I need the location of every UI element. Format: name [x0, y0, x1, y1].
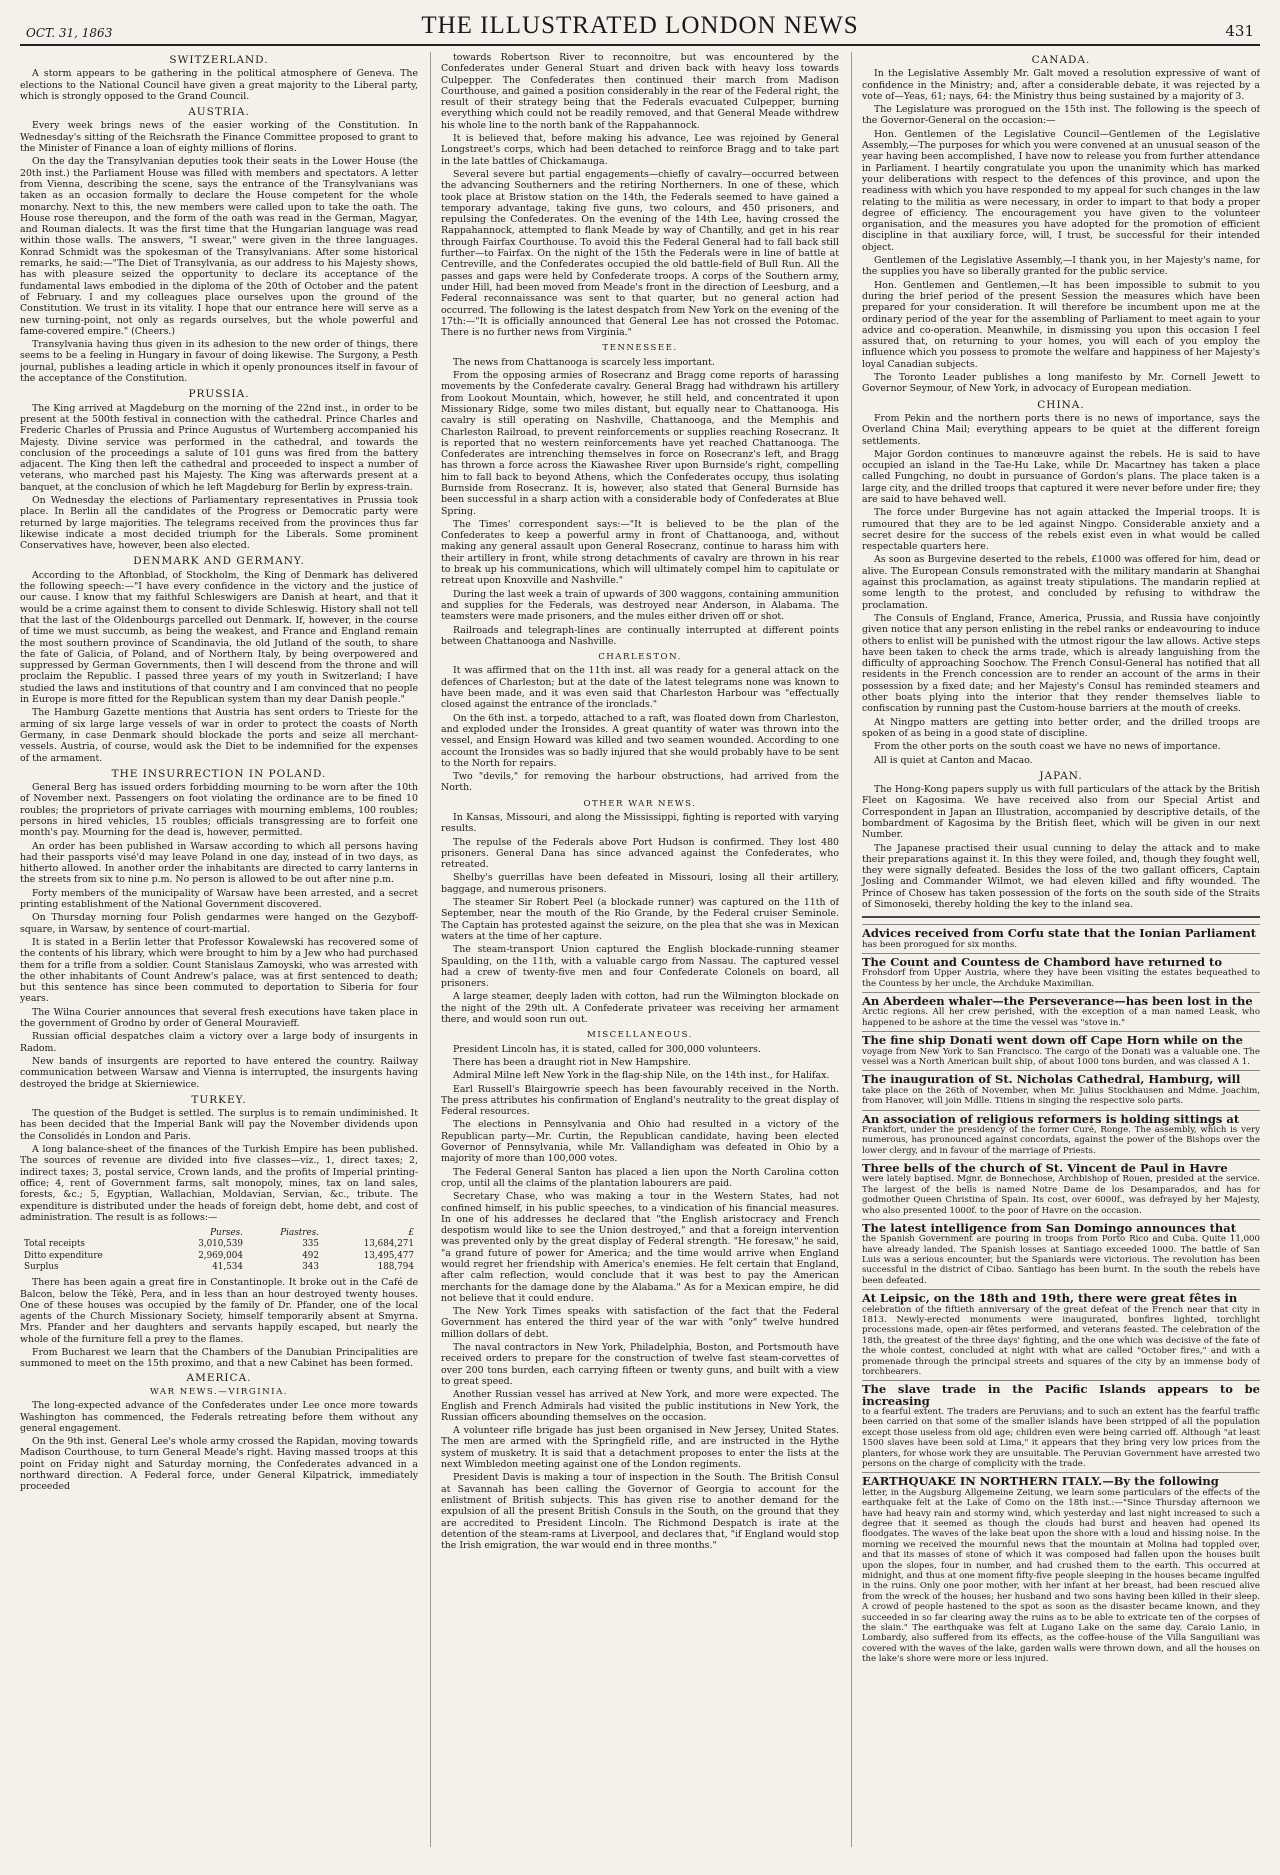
article-section: [20, 55, 418, 102]
column-right: [851, 52, 1260, 1847]
news-brief: [862, 924, 1260, 950]
article-paragraph: From the other ports on the south coast we have no news of importance.: [874, 741, 1221, 753]
section-title: AUSTRIA.: [188, 106, 250, 119]
news-brief: [862, 1070, 1260, 1106]
article-paragraph: The elections in Pennsylvania and Ohio had resulted in a victory of the Republican party—Mr. Curtin, the Republican candidate, having been elected Governor of Pennsylvania, while Mr. Vallandigham was defeated in Ohio by a majority of more than 100,000 votes.: [441, 1119, 839, 1165]
article-paragraph: A long balance-sheet of the finances of the Turkish Empire has been published. The sources of revenue are divided into five classes—viz., 1, direct taxes; 2, indirect taxes; 3, postal service, Crown lands, and the profits of Imperial printing-office; 4, rent of Government farms, salt monopoly, mines, tax on land sales, forests, &c.; 5, Egyptian, Wallachian, Moldavian, Servian, &c., tribute. The expenditure is distributed under the heads of foreign debt, home debt, and cost of administration. The result is as follows:—: [20, 1144, 418, 1223]
article-paragraph: As soon as Burgevine deserted to the rebels, £1000 was offered for him, dead or alive. The European Consuls remonstrated with the military mandarin at Shanghai against this proclamation, as against treaty stipulations. The mandarin replied at some length to the protest, and concluded by refusing to withdraw the proclamation.: [862, 554, 1260, 611]
brief-body: Arctic regions. All her crew perished, with the exception of a man named Leask, who happened to be ashore at the time the vessel was "stove in.": [862, 1007, 1260, 1028]
finance-cell: Total receipts: [24, 1239, 85, 1250]
brief-lead: An Aberdeen whaler—the Perseverance—has been lost in the: [862, 994, 1253, 1009]
columns: [20, 52, 1260, 1847]
brief-lead: The inauguration of St. Nicholas Cathedral, Hamburg, will: [862, 1072, 1241, 1087]
news-brief: [862, 953, 1260, 989]
issue-date: OCT. 31, 1863: [26, 26, 113, 40]
brief-body: the Spanish Government are pouring in troops from Porto Rico and Cuba. Quite 11,000 have already landed. The Spanish losses at Santiago exceeded 1000. The battle of San Luis was a serious encounter, but the Spaniards were victorious. The revolution has been successful in the district of Cibao. Santiago has been burnt. In the south the rebels have been defeated.: [862, 1234, 1260, 1286]
brief-lead: The fine ship Donati went down off Cape Horn while on the: [862, 1033, 1243, 1048]
article-paragraph: On Wednesday the elections of Parliamentary representatives in Prussia took place. In Berlin all the candidates of the Progress or Democratic party were returned by large majorities. The telegrams received from the provinces thus far likewise indicate a most decided triumph for the Liberals. Some prominent Conservatives have, however, been also elected.: [20, 494, 418, 552]
article-paragraph: The Hong-Kong papers supply us with full particulars of the attack by the British Fleet on Kagosima. We have received also from our Special Artist and Correspondent in Japan an Illustration, accompanied by descriptive details, of the bombardment of Kagosima by the British fleet, which will be given in our next Number.: [862, 784, 1260, 841]
article-paragraph: New bands of insurgents are reported to have entered the country. Railway communication between Warsaw and Vienna is interrupted, the insurgents having destroyed the bridge at Skierniewice.: [20, 1055, 418, 1090]
section-title: JAPAN.: [1039, 769, 1083, 782]
article-paragraph: The Japanese practised their usual cunning to delay the attack and to make their preparations against it. In this they were foiled, and, though they fought well, they were signally defeated. Besides the loss of the two gallant officers, Captain Josling and Commander Wilmot, we had eleven killed and fifty wounded. The Prince of Chosew has taken possession of the forts on the south side of the Straits of Simonoseki, thereby holding the key to the inland sea.: [862, 842, 1260, 911]
article-section: [441, 52, 839, 338]
news-brief: [862, 1219, 1260, 1286]
article-paragraph: Russian official despatches claim a victory over a large body of insurgents in Radom.: [20, 1031, 418, 1054]
article-paragraph: The naval contractors in New York, Philadelphia, Boston, and Portsmouth have received orders to prepare for the construction of twelve fast steam-corvettes of over 200 tons burden, each carrying fifteen or twenty guns, and built with a view to great speed.: [441, 1342, 839, 1387]
article-section: [441, 799, 839, 1026]
article-paragraph: General Berg has issued orders forbidding mourning to be worn after the 10th of November next. Passengers on foot violating the ordinance are to be fined 10 roubles; the proprietors of private carriages with mourning emblems, 100 roubles; persons in hired vehicles, 15 roubles; officials transgressing are to forfeit one month's pay. Mourning for the dead is, however, permitted.: [20, 782, 418, 839]
article-paragraph: On the day the Transylvanian deputies took their seats in the Lower House (the 20th inst.) the Parliament House was filled with members and spectators. A letter from Vienna, describing the scene, says the entrance of the Transylvanians was taken as an occasion formally to declare the House competent for the whole monarchy. Next to this, the new members were called upon to take the oath. The House rose thereupon, and the form of the oath was read in the German, Magyar, and Rouman dialects. It was the first time that the Hungarian language was read within those walls. The answers, "I swear," were given in the three languages. Konrad Schmidt was the spokesman of the Transylvanians. After some historical remarks, he said:—"The Diet of Transylvania, as our address to his Majesty shows, has with pleasure seized the opportunity to declare its acceptance of the fundamental laws embodied in the diploma of the 20th of October and the patent of February. I and my colleagues place ourselves upon the ground of the Constitution. We trust in its vitality. I hope that our entrance here will serve as a new turning-point, not only as regards ourselves, but the whole powerful and fame-covered empire." (Cheers.): [20, 156, 418, 337]
article-paragraph: Two "devils," for removing the harbour obstructions, had arrived from the North.: [441, 771, 839, 794]
article-paragraph: The question of the Budget is settled. The surplus is to remain undiminished. It has been decided that the Imperial Bank will pay the November dividends upon the Consolidés in London and Paris.: [20, 1108, 418, 1142]
column-left: [20, 52, 418, 1847]
article-paragraph: At Ningpo matters are getting into better order, and the drilled troops are spoken of as being in a good state of discipline.: [862, 716, 1260, 739]
article-paragraph: The long-expected advance of the Confederates under Lee once more towards Washington has commenced, the Federals retreating before them without any general engagement.: [20, 1400, 418, 1434]
finance-cell: Surplus: [24, 1261, 59, 1272]
article-paragraph: On the 6th inst. a torpedo, attached to a raft, was floated down from Charleston, and exploded under the Ironsides. A great quantity of water was thrown into the vessel, and Ensign Howard was killed and two seamen wounded. According to one account the Ironsides was so badly injured that she would probably have to be sent to the North for repairs.: [441, 712, 839, 769]
column-middle: [430, 52, 839, 1847]
article-paragraph: The King arrived at Magdeburg on the morning of the 22nd inst., in order to be present at the 500th festival in connection with the cathedral. Prince Charles and Frederic Charles of Prussia and Prince Augustus of Wurtemberg accompanied his Majesty. Divine service was performed in the cathedral, and towards the conclusion of the proceedings a salute of 101 guns was fired from the battery adjacent. The King then left the cathedral and proceeded to inspect a number of veterans, who marched past his Majesty. The King was afterwards present at a banquet, at the conclusion of which he left Magdeburg for Berlin by express-train.: [20, 402, 418, 493]
section-subtitle: WAR NEWS.—VIRGINIA.: [149, 1386, 289, 1397]
article-paragraph: Several severe but partial engagements—chiefly of cavalry—occurred between the advancing Southerners and the retiring Northerners. In one of these, which took place at Bristow station on the 14th, the Federals seemed to have gained a temporary advantage, taking five guns, two colours, and 450 prisoners, and repulsing the Confederates. On the evening of the 14th Lee, having crossed the Rappahannock, attempted to flank Meade by way of Chantilly, and get in his rear through Fairfax Courthouse. To avoid this the Federal General had to fall back still further—to Fairfax. On the night of the 15th the Federals were in line of battle at Centreville, and the Confederates occupied the old battle-field of Bull Run. All the passes and gaps were held by Confederate troops. A corps of the Southern army, under Hill, had been moved from Meade's front in the direction of Leesburg, and a Federal reconnaissance was sent to that quarter, but no general action had occurred. The following is the latest despatch from New York on the evening of the 17th:—"It is officially announced that General Lee has not crossed the Potomac. There is no further news from Virginia.": [441, 168, 839, 339]
brief-body: letter, in the Augsburg Allgemeine Zeitung, we learn some particulars of the effects of the earthquake felt at the Lake of Como on the 18th inst.:—"Since Thursday afternoon we have had heavy rain and stormy wind, which yesterday and last night increased to such a degree that it seemed as though the clouds had burst and heaven had opened its floodgates. The waves of the lake beat upon the shore with a loud and hissing noise. In the morning we received the mournful news that the mountain at Molina had toppled over, and that its masses of stone of which it was composed had fallen upon the houses built upon the slopes, four in number, and had crushed them to the earth. This occurred at midnight, and thus at one moment fifty-five people sleeping in the houses became ingulfed in the ruins. Only one poor mother, with her infant at her breast, had been rescued alive from the wreck of the houses; her husband and two sons having been killed in their sleep. A crowd of people hastened to the spot as soon as the disaster became known, and they succeeded in so far clearing away the ruins as to be able to extricate ten of the corpses of the slain." The earthquake was felt at Lugano Lake on the same day. Caraio Lanio, in Lombardy, also suffered from its effects, as the coffee-house of the Villa Sanguiliani was covered with the waves of the lake, garden walls were thrown down, and all the houses on the lake's shore were more or less injured.: [862, 1487, 1260, 1665]
section-title: DENMARK AND GERMANY.: [133, 555, 305, 568]
section-title: AMERICA.: [186, 1371, 252, 1384]
section-title: CHINA.: [1037, 398, 1085, 411]
article-paragraph: It is stated in a Berlin letter that Professor Kowalewski has recovered some of the contents of his library, which were brought to him by a Jew who had purchased them for a trifle from a soldier. Count Stanislaus Zamoyski, who was arrested with the other inhabitants of Count Andrew's palace, was at first sentenced to death; but this sentence has since been commuted to deportation to Siberia for four years.: [20, 936, 418, 1005]
page-number: 431: [1225, 22, 1254, 40]
section-title: THE INSURRECTION IN POLAND.: [111, 767, 327, 780]
article-paragraph: The Wilna Courier announces that several fresh executions have taken place in the government of Grodno by order of General Mouravieff.: [20, 1006, 418, 1030]
finance-row: [20, 1262, 418, 1273]
finance-row: [20, 1239, 418, 1250]
article-section: [20, 556, 418, 763]
finance-cell: 41,534: [212, 1261, 243, 1272]
article-paragraph: During the last week a train of upwards of 300 waggons, containing ammunition and supplies for the Federals, was destroyed near Anderson, in Alabama. The teamsters were made prisoners, and the mules either driven off or shot.: [441, 588, 839, 623]
finance-cell: 343: [302, 1261, 319, 1272]
brief-body: Frohsdorf from Upper Austria, where they have been visiting the estates bequeathed to the Countess by her uncle, the Archduke Maximilian.: [862, 968, 1260, 989]
article-section: [862, 55, 1260, 395]
finance-cell: 13,684,271: [363, 1239, 414, 1250]
finance-cell: 188,794: [377, 1261, 414, 1272]
article-section: [20, 769, 418, 1090]
section-divider: [862, 916, 1260, 918]
article-section: [20, 389, 418, 551]
article-section: [862, 771, 1260, 911]
article-section: [862, 400, 1260, 766]
article-section: [20, 1095, 418, 1223]
brief-body: to a fearful extent. The traders are Peruvians; and to such an extent has the fearful traffic been carried on that some of the smaller islands have been stripped of all the population except those useless from old age; children even were being carried off. Although "at least 1500 slaves have been sold at Lima," it appears that they bring very low prices from the planters, for whose work they are unsuitable. The Peruvian Government have arrested two persons on the charge of complicity with the trade.: [862, 1407, 1260, 1470]
article-paragraph: Forty members of the municipality of Warsaw have been arrested, and a secret printing establishment of the National Government discovered.: [20, 887, 418, 911]
finance-header-cell: [20, 1228, 161, 1239]
article-paragraph: From Pekin and the northern ports there is no news of importance, says the Overland China Mail; everything appears to be quiet at the different foreign settlements.: [862, 412, 1260, 447]
section-title: TURKEY.: [191, 1093, 247, 1106]
article-paragraph: A large steamer, deeply laden with cotton, had run the Wilmington blockade on the night of the 29th ult. A Confederate privateer was receiving her armament there, and would soon run out.: [441, 991, 839, 1026]
article-paragraph: According to the Aftonblad, of Stockholm, the King of Denmark has delivered the following speech:—"I have every confidence in the victory and the justice of our cause. I know that my faithful Schleswigers are Danish at heart, and that it would be a crime against them to consent to divide Schleswig. History shall not tell that the last of the Oldenbourgs parcelled out Denmark. If, however, in the course of time we must succumb, as being the weakest, and France and England remain the most southern province of Scandinavia, the old Jutland of the south, to share the fate of Galicia, of Poland, and of Northern Italy, by being overpowered and suppressed by German Governments, then I will descend from the throne and will proclaim the Republic. I passed three years of my youth in Switzerland; I have studied the laws and institutions of that country and I am convinced that no people in Europe is more fitted for the Republican system than my dear Danish people.": [20, 569, 418, 706]
news-brief: [862, 1289, 1260, 1377]
article-paragraph: The Consuls of England, France, America, Prussia, and Russia have conjointly given notice that any person enlisting in the rebel ranks or endeavouring to induce others to enlist will be punished with the utmost rigour the law allows. Active steps have been taken to check the arms trade, which is already languishing from the difficulty of approaching Soochow. The French Consul-General has notified that all residents in the French concession are to render an account of the arms in their possession by a fixed date; and her Majesty's Consul has reminded steamers and other boats plying into the interior that they render themselves liable to confiscation by running past the Custom-house barriers at the mouth of creeks.: [862, 612, 1260, 715]
finance-cell: 492: [302, 1250, 319, 1261]
article-paragraph: The news from Chattanooga is scarcely less important.: [453, 356, 715, 368]
section-title: PRUSSIA.: [188, 388, 250, 401]
article-paragraph: From the opposing armies of Rosecranz and Bragg come reports of harassing movements by the Confederate cavalry. General Bragg had withdrawn his artillery from Lookout Mountain, which, however, he still held, and concentrated it upon Missionary Ridge, some two miles distant, but equally near to Chattanooga. His cavalry is still operating on Nashville, Chattanooga, and the Memphis and Charleston Railroad, to prevent reinforcements or supplies reaching Rosecranz. It is reported that no western reinforcements have yet reached Chattanooga. The Confederates are intrenching themselves in force on Rosecranz's left, and Bragg has thrown a force across the Kiawashee River upon Burnside's right, compelling him to fall back to beyond Athens, which the Confederates occupy, thus isolating Burnside from Rosecranz. It is, however, also stated that General Burnside has been successful in a sharp action with a considerable body of Confederates at Blue Spring.: [441, 370, 839, 517]
article-paragraph: President Davis is making a tour of inspection in the South. The British Consul at Savannah has been calling the Governor of Georgia to account for the enlistment of British subjects. This has given rise to another demand for the expulsion of all the present British Consuls in the South, on the ground that they are accredited to President Lincoln. The Richmond Despatch is irate at the detention of the steam-rams at Liverpool, and declares that, "if England would stop the Irish emigration, the war would end in three months.": [441, 1472, 839, 1552]
article-paragraph: The force under Burgevine has not again attacked the Imperial troops. It is rumoured that they are to be led against Ningpo. Considerable anxiety and a secret desire for the success of the rebels exist even in what would be called respectable quarters here.: [862, 507, 1260, 553]
news-brief: [862, 1110, 1260, 1157]
article-paragraph: All is quiet at Canton and Macao.: [874, 754, 1033, 766]
article-paragraph: From Bucharest we learn that the Chambers of the Danubian Principalities are summoned to meet on the 15th proximo, and that a new Cabinet has been formed.: [20, 1347, 418, 1370]
article-paragraph: The steam-transport Union captured the English blockade-running steamer Spaulding, on the 11th, with a valuable cargo from Nassau. The captured vessel had a crew of twenty-five men and four Confederate Colonels on board, all prisoners.: [441, 944, 839, 990]
article-section: [20, 107, 418, 384]
news-brief: [862, 1031, 1260, 1067]
article-paragraph: Every week brings news of the easier working of the Constitution. In Wednesday's sitting of the Reichsrath the Finance Committee proposed to grant to the Minister of Finance a loan of eighty millions of florins.: [20, 120, 418, 155]
article-paragraph: The repulse of the Federals above Port Hudson is confirmed. They lost 480 prisoners. General Dana has since advanced against the Confederates, who retreated.: [441, 836, 839, 871]
article-paragraph: Major Gordon continues to manœuvre against the rebels. He is said to have occupied an island in the Tae-Hu Lake, while Dr. Macartney has taken a place called Fungching, no doubt in pursuance of Gordon's plans. The place taken is a large city, and the drilled troops that captured it were never before under fire; they are said to have behaved well.: [862, 448, 1260, 505]
brief-lead: The slave trade in the Pacific Islands appears to be increasing: [862, 1382, 1260, 1408]
article-paragraph: President Lincoln has, it is stated, called for 300,000 volunteers.: [453, 1043, 761, 1055]
finance-header-cell: Piastres.: [280, 1228, 319, 1239]
brief-body: has been prorogued for six months.: [862, 939, 1018, 950]
article-paragraph: The Federal General Santon has placed a lien upon the North Carolina cotton crop, until all the claims of the plantation labourers are paid.: [441, 1166, 839, 1189]
article-paragraph: Railroads and telegraph-lines are continually interrupted at different points between Chattanooga and Nashville.: [441, 624, 839, 647]
article-paragraph: Shelby's guerrillas have been defeated in Missouri, losing all their artillery, baggage, and numerous prisoners.: [441, 872, 839, 895]
article-paragraph: On the 9th inst. General Lee's whole army crossed the Rapidan, moving towards Madison Courthouse, to turn General Meade's right. Having massed troops at this point on Friday night and Saturday morning, the Confederates advanced in a northward direction. A Federal force, under General Kilpatrick, immediately proceeded: [20, 1436, 418, 1493]
news-brief: [862, 1472, 1260, 1664]
section-title: CANADA.: [1031, 54, 1091, 66]
finance-row: [20, 1251, 418, 1262]
article-section: [441, 652, 839, 794]
brief-body: were lately baptised. Mgnr. de Bonnechose, Archbishop of Rouen, presided at the service. The largest of the bells is named Notre Dame de los Desamparados, and has for godmother Queen Christina of Spain. Its cost, over 6000f., was defrayed by her Majesty, who also presented 1000f. to the poor of Havre on the occasion.: [862, 1174, 1260, 1216]
newspaper-page: [20, 10, 1260, 1850]
brief-body: take place on the 26th of November, when Mr. Julius Stockhausen and Mdme. Joachim, from Hanover, will join Mdlle. Titiens in singing the respective solo parts.: [862, 1085, 1260, 1107]
article-paragraph: Hon. Gentlemen of the Legislative Council—Gentlemen of the Legislative Assembly,—The purposes for which you were convened at an unusual season of the year having been accomplished, I have now to release you from further attendance in Parliament. I heartily congratulate you upon the unanimity which has marked your deliberations with respect to the defences of this province, and upon the readiness with which you have responded to my appeal for such changes in the law relating to the militia as were necessary, in order to impart to that body a proper degree of efficiency. The encouragement you have given to the volunteer organisation, and the measures you have adopted for the promotion of efficient discipline in that auxiliary force, will, I trust, be successful for their intended object.: [862, 128, 1260, 253]
brief-lead: The latest intelligence from San Domingo announces that: [862, 1220, 1237, 1235]
article-paragraph: The Legislature was prorogued on the 15th inst. The following is the speech of the Governor-General on the occasion:—: [862, 104, 1260, 127]
section-subtitle: CHARLESTON.: [598, 652, 682, 663]
article-paragraph: Earl Russell's Blairgowrie speech has been favourably received in the North. The press attributes his confirmation of England's neutrality to the great display of Federal resources.: [441, 1083, 839, 1118]
brief-lead: Three bells of the church of St. Vincent de Paul in Havre: [862, 1161, 1228, 1176]
newspaper-title: THE ILLUSTRATED LONDON NEWS: [421, 12, 859, 39]
article-paragraph: There has been again a great fire in Constantinople. It broke out in the Café de Balcon, below the Tékè, Pera, and in less than an hour destroyed twenty houses. One of these houses was occupied by the family of Dr. Pfander, one of the local agents of the Church Missionary Society, himself temporarily absent at Smyrna. Mrs. Pfander and her daughters and servants happily escaped, but nearly the whole of the furniture fell a prey to the flames.: [20, 1277, 418, 1345]
finance-header-cell: £: [408, 1228, 414, 1239]
article-paragraph: The New York Times speaks with satisfaction of the fact that the Federal Government has entered the third year of the war with "only" twelve hundred million dollars of debt.: [441, 1306, 839, 1340]
brief-body: Frankfort, under the presidency of the former Curé, Ronge. The assembly, which is very numerous, has pronounced against concordats, against the power of the Bishops over the lower clergy, and in favour of the marriage of Priests.: [862, 1124, 1260, 1156]
article-paragraph: Admiral Milne left New York in the flag-ship Nile, on the 14th inst., for Halifax.: [453, 1070, 830, 1082]
article-paragraph: The Hamburg Gazette mentions that Austria has sent orders to Trieste for the arming of six large large vessels of war in order to protect the coasts of North Germany, in case Denmark should blockade the ports and seize all merchant-vessels. Austria, of course, would ask the Diet to be indemnified for the expenses of the armament.: [20, 707, 418, 764]
article-paragraph: In Kansas, Missouri, and along the Mississippi, fighting is reported with varying results.: [441, 812, 839, 835]
finance-cell: Ditto expenditure: [24, 1250, 103, 1261]
article-paragraph: It was affirmed that on the 11th inst. all was ready for a general attack on the defences of Charleston; but at the date of the latest telegrams none was known to have been made, and it was even said that Charleston Harbour was "effectually closed against the entrance of the ironclads.": [441, 665, 839, 711]
article-paragraph: Gentlemen of the Legislative Assembly,—I thank you, in her Majesty's name, for the supplies you have so liberally granted for the public service.: [862, 255, 1260, 278]
article-section: [441, 343, 839, 647]
article-section: [441, 1030, 839, 1551]
america-section: [20, 1373, 418, 1493]
finance-header-cell: Purses.: [210, 1228, 243, 1239]
article-paragraph: On Thursday morning four Polish gendarmes were hanged on the Gezyboff-square, in Warsaw, by sentence of court-martial.: [20, 912, 418, 935]
section-subtitle: OTHER WAR NEWS.: [583, 798, 697, 809]
brief-lead: An association of religious reformers is holding sittings at: [862, 1111, 1240, 1126]
article-paragraph: The Toronto Leader publishes a long manifesto by Mr. Cornell Jewett to Governor Seymour, of New York, in advocacy of European mediation.: [862, 372, 1260, 395]
article-paragraph: towards Robertson River to reconnoitre, but was encountered by the Confederates under General Stuart and driven back with heavy loss towards Culpepper. The Confederates then continued their march from Madison Courthouse, and gained a position considerably in the rear of the Federal right, the result of their strategy being that the Federals evacuated Culpepper, burning everything which could not be readily removed, and that General Meade withdrew his whole line to the north bank of the Rappahannock.: [441, 52, 839, 131]
article-paragraph: The Times' correspondent says:—"It is believed to be the plan of the Confederates to keep a powerful army in front of Chattanooga, and, without making any general assault upon General Rosecranz, continue to harass him with their artillery in front, while strong detachments of cavalry are thrown in his rear to break up his communications, which will ultimately compel him to capitulate or retreat upon Knoxville and Nashville.": [441, 518, 839, 587]
article-paragraph: In the Legislative Assembly Mr. Galt moved a resolution expressive of want of confidence in the Ministry; and, after a considerable debate, it was rejected by a vote of—Yeas, 61; nays, 64: the Ministry thus being sustained by a majority of 3.: [862, 68, 1260, 102]
section-title: SWITZERLAND.: [169, 54, 269, 66]
finance-cell: 13,495,477: [363, 1250, 414, 1261]
article-paragraph: Hon. Gentlemen and Gentlemen,—It has been impossible to submit to you during the brief period of the present Session the measures which have been prepared for your consideration. It will therefore be incumbent upon me at the ordinary period of the year for the assembling of Parliament to meet again to your advice and co-operation. Meanwhile, in dismissing you upon this occasion I feel assured that, on returning to your homes, you will each of you employ the influence which you possess to promote the welfare and happiness of her Majesty's loyal Canadian subjects.: [862, 279, 1260, 370]
brief-lead: EARTHQUAKE IN NORTHERN ITALY.—By the following: [862, 1474, 1219, 1489]
news-brief: [862, 1159, 1260, 1216]
article-paragraph: Secretary Chase, who was making a tour in the Western States, had not confined himself, in his public speeches, to a vindication of his financial measures. In one of his addresses he declared that "the English aristocracy and French despotism would like to see the Union destroyed," and that a foreign intervention was prevented only by the great display of Federal strength. "He foresaw," he said, "a grand future of power for America; and the time would arrive when England would regret her friendship with America's enemies. He felt certain that England, after calm reflection, would conclude that it was best to pay the American merchants for the damage done by the Alabama." As for a Mexican empire, he did not believe that it could endure.: [441, 1191, 839, 1304]
article-paragraph: Another Russian vessel has arrived at New York, and more were expected. The English and French Admirals had visited the public institutions in New York, the Russian officers abounding themselves on the occasion.: [441, 1389, 839, 1423]
masthead: [20, 10, 1260, 46]
brief-body: celebration of the fiftieth anniversary of the great defeat of the French near that city in 1813. Newly-erected monuments were inaugurated, bonfires lighted, torchlight processions made, open-air fêtes performed, and veterans feasted. The celebration of the 18th, the greatest of the three days' fighting, and the one which was decisive of the fate of the whole contest, concluded at night with what are called "October fires," and with a promenade through the principal streets and squares of the city by an immense body of torchbearers.: [862, 1304, 1260, 1378]
section-subtitle: TENNESSEE.: [602, 343, 678, 354]
article-paragraph: A volunteer rifle brigade has just been organised in New Jersey, United States. The men are armed with the Springfield rifle, and are instructed in the Hythe system of musketry. It is said that a detachment proposes to enter the lists at the next Wimbledon meeting against one of the London regiments.: [441, 1425, 839, 1471]
brief-body: voyage from New York to San Francisco. The cargo of the Donati was a valuable one. The vessel was a North American built ship, of about 1000 tons burden, and was classed A 1.: [862, 1046, 1260, 1067]
article-paragraph: Transylvania having thus given in its adhesion to the new order of things, there seems to be a feeling in Hungary in favour of doing likewise. The Surgony, a Pesth journal, publishes a leading article in which it openly pronounces itself in favour of the acceptance of the Constitution.: [20, 339, 418, 385]
finance-table: [20, 1228, 418, 1273]
article-paragraph: There has been a draught riot in New Hampshire.: [453, 1056, 692, 1068]
finance-cell: 335: [302, 1239, 319, 1250]
brief-lead: The Count and Countess de Chambord have returned to: [862, 955, 1223, 970]
article-paragraph: The steamer Sir Robert Peel (a blockade runner) was captured on the 11th of September, near the mouth of the Rio Grande, by the Federal cruiser Seminole. The Captain has protested against the seizure, on the plea that she was in Mexican waters at the time of her capture.: [441, 897, 839, 942]
news-brief: [862, 992, 1260, 1028]
article-paragraph: A storm appears to be gathering in the political atmosphere of Geneva. The elections to the National Council have given a great majority to the Liberal party, which is strongly opposed to the Grand Council.: [20, 68, 418, 102]
brief-lead: At Leipsic, on the 18th and 19th, there were great fêtes in: [862, 1291, 1238, 1306]
finance-cell: 2,969,004: [198, 1250, 243, 1261]
article-paragraph: An order has been published in Warsaw according to which all persons having had their passports visé'd may leave Poland in one day, instead of in two days, as hitherto allowed. In another order the inhabitants are directed to carry lanterns in the streets from six to nine p.m. No person is allowed to be out after nine p.m.: [20, 840, 418, 886]
brief-lead: Advices received from Corfu state that the Ionian Parliament: [862, 926, 1257, 941]
section-subtitle: MISCELLANEOUS.: [587, 1030, 693, 1041]
article-paragraph: It is believed that, before making his advance, Lee was rejoined by General Longstreet's corps, which had been detached to reinforce Bragg and to take part in the late battles of Chickamauga.: [441, 133, 839, 167]
news-brief: [862, 1380, 1260, 1469]
finance-cell: 3,010,539: [198, 1239, 243, 1250]
